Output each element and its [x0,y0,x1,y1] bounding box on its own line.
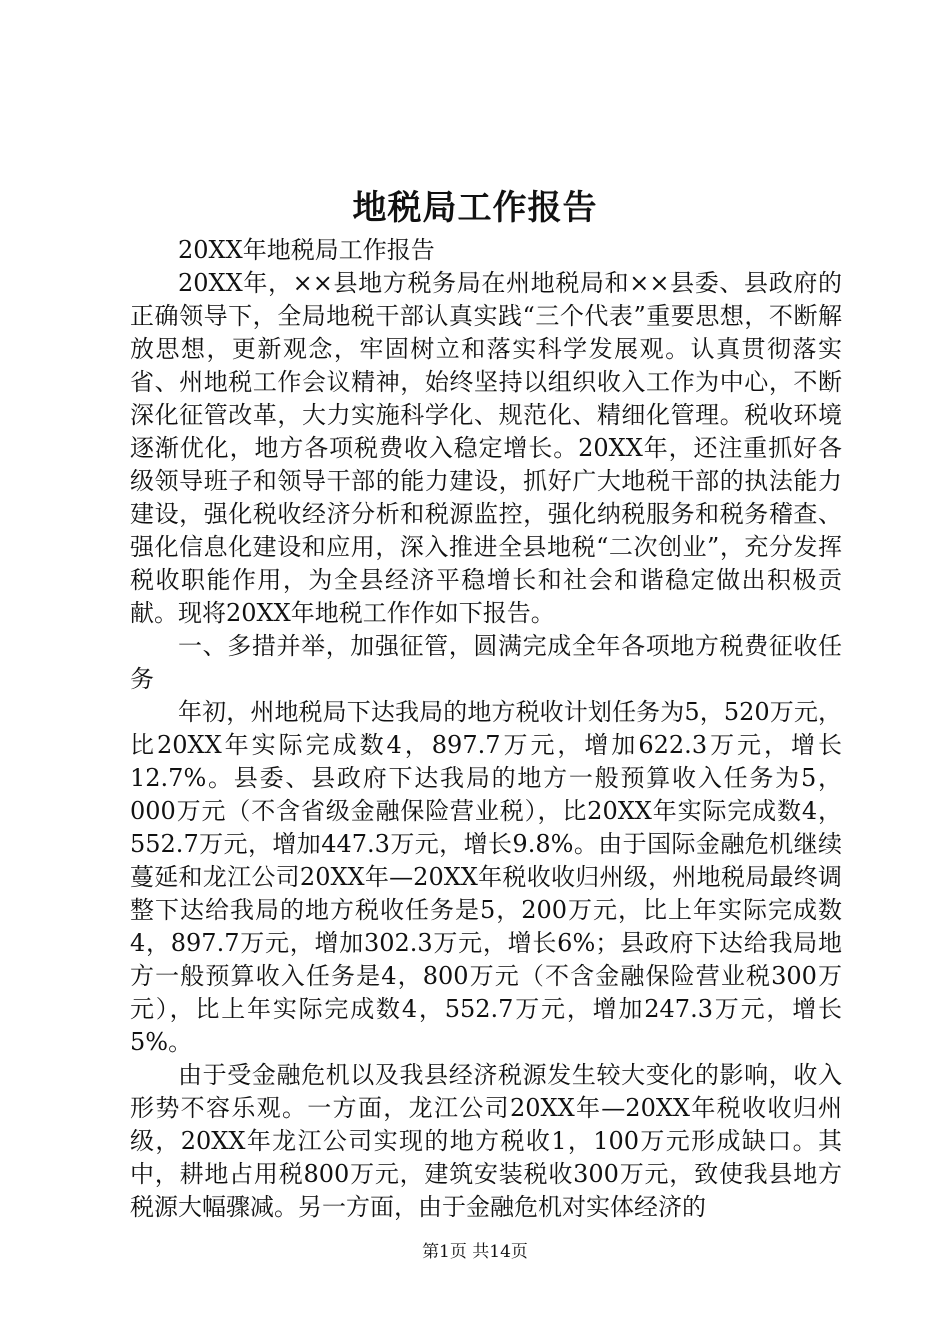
page-number-footer: 第1页 共14页 [422,1242,528,1262]
report-subtitle-paragraph: 20XX年地税局工作报告 [178,236,435,264]
intro-paragraph: 20XX年，××县地方税务局在州地税局和××县委、县政府的正确领导下，全局地税干部认真实践“三个代表”重要思想，不断解放思想，更新观念，牢固树立和落实科学发展观。认真贯彻落实省、州地税工作会议精神，始终坚持以组织收入工作为中心，不断深化征管改革，大力实施科学化、规范化、精细化管理。税收环境逐渐优化，地方各项税费收入稳定增长。20XX年，还注重抓好各级领导班子和领导干部的能力建设，抓好广大地税干部的执法能力建设，强化税收经济分析和税源监控，强化纳税服务和税务稽查、强化信息化建设和应用，深入推进全县地税“二次创业”，充分发挥税收职能作用，为全县经济平稳增长和社会和谐稳定做出积极贡献。现将20XX年地税工作作如下报告。 [130,269,842,627]
section-heading-paragraph: 一、多措并举，加强征管，圆满完成全年各项地方税费征收任务 [130,632,842,693]
document-body [130,234,842,1224]
tax-plan-paragraph: 年初，州地税局下达我局的地方税收计划任务为5，520万元，比20XX年实际完成数4，897.7万元，增加622.3万元，增长12.7%。县委、县政府下达我局的地方一般预算收入任务为5，000万元（不含省级金融保险营业税），比20XX年实际完成数4，552.7万元，增加447.3万元，增长9.8%。由于国际金融危机继续蔓延和龙江公司20XX年—20XX年税收收归州级，州地税局最终调整下达给我局的地方税收任务是5，200万元，比上年实际完成数4，897.7万元，增加302.3万元，增长6%；县政府下达给我局地方一般预算收入任务是4，800万元（不含金融保险营业税300万元），比上年实际完成数4，552.7万元，增加247.3万元，增长5%。 [130,698,842,1056]
revenue-situation-paragraph: 由于受金融危机以及我县经济税源发生较大变化的影响，收入形势不容乐观。一方面，龙江公司20XX年—20XX年税收收归州级，20XX年龙江公司实现的地方税收1，100万元形成缺口。其中，耕地占用税800万元，建筑安装税收300万元，致使我县地方税源大幅骤减。另一方面，由于金融危机对实体经济的 [130,1061,842,1221]
document-title: 地税局工作报告 [352,188,598,228]
